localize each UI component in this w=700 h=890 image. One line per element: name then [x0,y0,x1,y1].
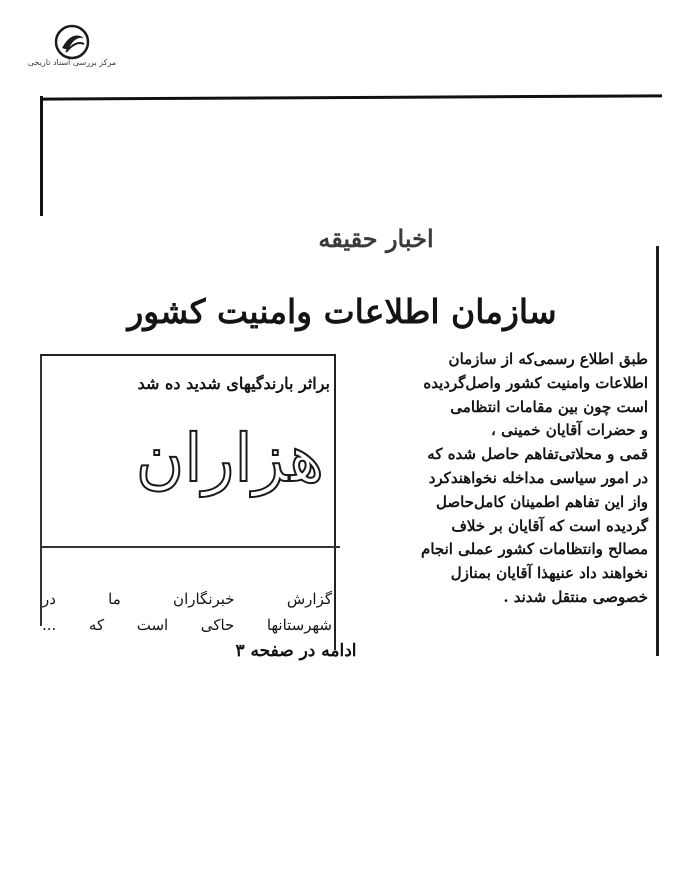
article-line: اطلاعات وامنیت کشور واصل‌گردیده [423,373,648,392]
watermark-text: مرکز بررسی اسناد تاریخی [27,58,117,67]
article-kicker: اخبار حقیقه [318,224,434,253]
clipping-frame-left [40,96,43,216]
side-article-body [42,586,332,638]
side-article-header: براثر بارندگیهای شدید ده شد [137,374,330,393]
article-line: گردیده است که آقایان بر خلاف [451,516,648,535]
clipping-frame-right [656,246,659,656]
article-line: قمی و محلاتی‌تفاهم حاصل شده که [427,445,648,464]
article-line: مصالح وانتظامات کشور عملی انجام [421,540,648,559]
article-line: خصوصی منتقل شدند . [503,587,648,606]
clipping-frame-top [40,94,662,100]
article-line: و حضرات آقایان خمینی ، [491,421,648,440]
side-article-divider [40,546,340,548]
side-article-line: شهرستانها حاکی است که ... [42,616,332,634]
side-article-line: گزارش خبرنگاران ما در [42,590,332,608]
article-headline: سازمان اطلاعات وامنیت کشور [127,292,557,331]
column-divider [334,354,336,650]
article-line: طبق اطلاع رسمی‌که از سازمان [448,350,648,368]
article-line: واز این تفاهم اطمینان کامل‌حاصل [436,492,648,511]
article-body [342,348,648,610]
newspaper-clipping [36,96,662,662]
side-article-top-rule [40,354,334,356]
article-line: نخواهند داد عنیهذا آقایان بمنازل [450,564,648,583]
article-line: است چون بین مقامات انتظامی [450,397,648,416]
archive-logo-icon [54,24,90,60]
article-line: در امور سیاسی مداخله نخواهندکرد [428,468,648,487]
page-continuation-strip: ادامه در صفحه ۳ [235,641,357,661]
side-article-big-headline: هزاران [135,420,324,497]
archive-watermark [22,24,122,72]
